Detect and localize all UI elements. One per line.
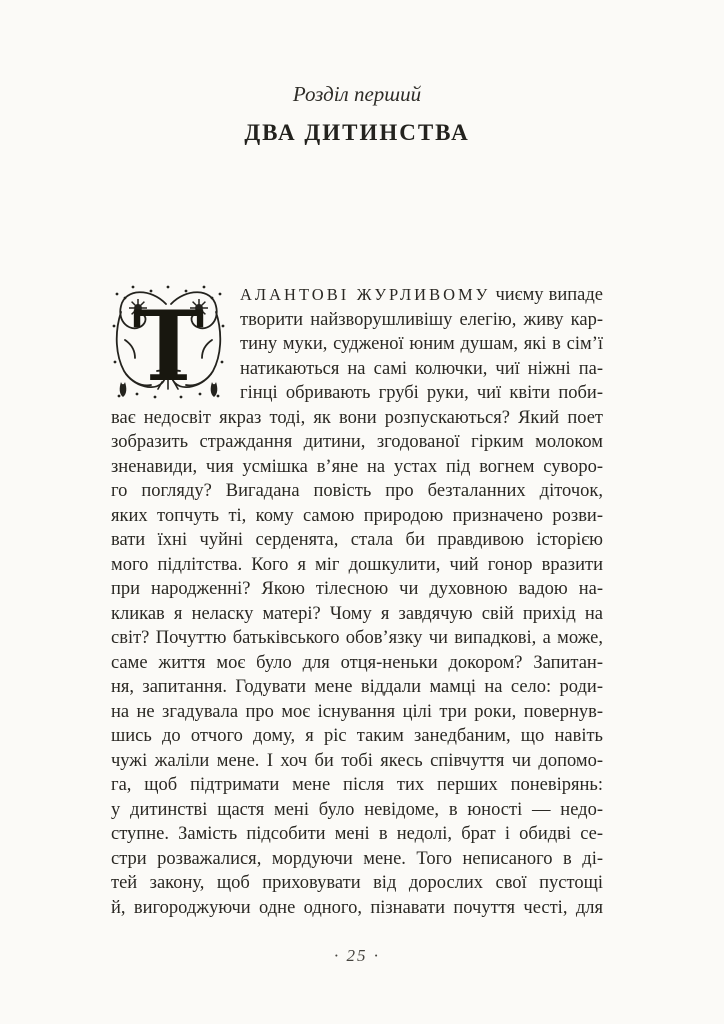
body-line: тей закону, щоб приховувати від дорослих свої пустощі (111, 873, 603, 893)
body-line: зненавиди, чия усмішка в’яне на устах під вогнем суворо- (111, 456, 603, 477)
drop-cap-ornament-icon (111, 284, 226, 401)
chapter-title: ДВА ДИТИНСТВА (244, 120, 470, 145)
chapter-label: Розділ перший (292, 82, 422, 106)
opener-rest: чиєму випаде (495, 285, 603, 305)
full-width-lines (111, 406, 603, 921)
body-line: гінці обривають грубі руки, чиї квіти поби- (240, 383, 603, 403)
body-line: світ? Почуттю батьківського обов’язку чи випадкові, а може, (111, 628, 603, 648)
body-line: ває недосвіт якраз тоді, як вони розпускаються? Який поет (111, 407, 603, 428)
body-line: у дитинстві щастя мені було невідоме, в юності — недо- (111, 799, 603, 820)
body-line: мого підлітства. Кого я міг дошкулити, чий гонор вразити (111, 554, 603, 575)
body-line: на не згадувала про моє існування цілі три роки, повернув- (111, 701, 603, 722)
drop-cap-letter: Т (132, 290, 205, 401)
body-line: ступне. Замість підсобити мені в недолі, брат і обидві се- (111, 824, 603, 844)
indented-column (240, 283, 603, 406)
opener-small-caps: АЛАНТОВІ ЖУРЛИВОМУ (240, 285, 491, 304)
body-line: творити найзворушливішу елегію, живу кар- (240, 309, 603, 330)
body-line: чужі жаліли мене. І хоч би тобі якесь співчуття чи допомо- (111, 750, 603, 771)
body-text (111, 283, 603, 920)
body-line: натикаються на самі колючки, чиї ніжні па- (240, 358, 603, 379)
indented-lines (240, 308, 603, 406)
body-line: й, вигороджуючи одне одного, пізнавати почуття честі, для (111, 897, 603, 918)
body-line: кликав я неласку матері? Чому я завдячую свій прихід на (111, 603, 603, 624)
body-line: зобразить страждання дитини, згодованої гірким молоком (111, 432, 603, 452)
body-line: яких топчуть ті, кому самою природою призначено розви- (111, 505, 603, 526)
body-line: го погляду? Вигадана повість про безталанних діточок, (111, 481, 603, 501)
opener-row (111, 283, 603, 406)
page-number: · 25 · (334, 946, 380, 965)
body-line: тину муки, судженої юним душам, які в сім’ї (240, 334, 603, 354)
body-line: вати їхні чуйні серденята, стала би правдивою історією (111, 530, 603, 550)
body-line: шись до отчого дому, я ріс таким занедбаним, що навіть (111, 726, 603, 746)
body-line: стри розважалися, мордуючи мене. Того неписаного в ді- (111, 848, 603, 869)
body-line: га, щоб підтримати мене після тих перших поневірянь: (111, 775, 603, 795)
body-line-opener (240, 283, 603, 308)
body-line: ня, запитання. Годувати мене віддали мамці на село: роди- (111, 677, 603, 697)
body-line: саме життя моє було для отця-неньки докором? Запитан- (111, 652, 603, 673)
body-line: при народженні? Якою тілесною чи духовною вадою на- (111, 579, 603, 599)
